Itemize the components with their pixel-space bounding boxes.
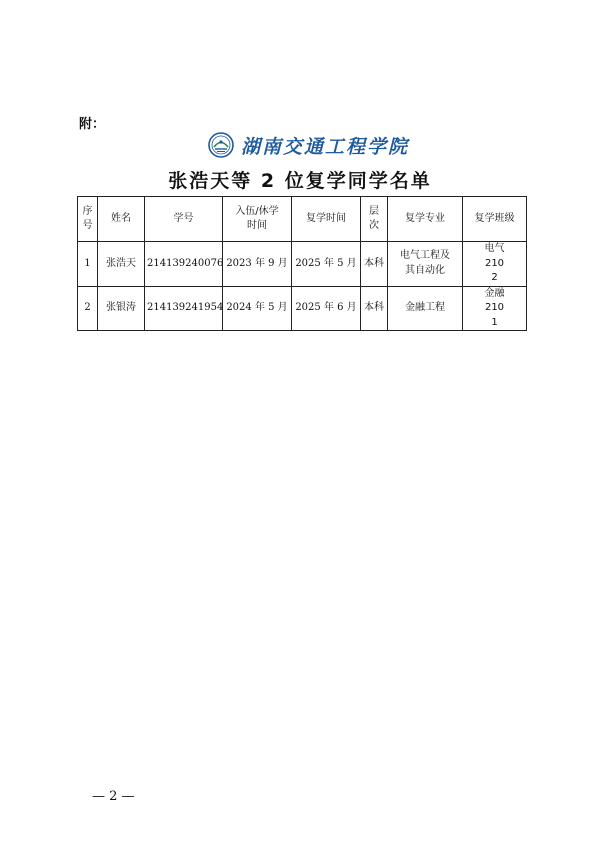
- school-name: 湖南交通工程学院: [241, 135, 410, 158]
- header-level: 层次: [361, 197, 388, 242]
- cell-student-id: 214139240076: [145, 242, 223, 287]
- header-class: 复学班级: [463, 197, 527, 242]
- page-number: — 2 —: [92, 789, 135, 804]
- cell-leave-time: 2023 年 9 月: [223, 242, 292, 287]
- header-name: 姓名: [98, 197, 145, 242]
- cell-class: 电气2102: [463, 242, 527, 287]
- cell-leave-time: 2024 年 5 月: [223, 286, 292, 331]
- cell-major: 电气工程及其自动化: [388, 242, 463, 287]
- school-emblem-icon: [208, 132, 234, 158]
- header-student-id: 学号: [145, 197, 223, 242]
- table-row: [78, 242, 527, 287]
- resumption-roster-table: [77, 196, 527, 331]
- cell-no: 2: [78, 286, 98, 331]
- table-header-row: [78, 197, 527, 242]
- cell-return-time: 2025 年 6 月: [292, 286, 361, 331]
- cell-no: 1: [78, 242, 98, 287]
- cell-name: 张银涛: [98, 286, 145, 331]
- header-leave-time: 入伍/休学时间: [223, 197, 292, 242]
- cell-name: 张浩天: [98, 242, 145, 287]
- cell-major: 金融工程: [388, 286, 463, 331]
- cell-student-id: 214139241954: [145, 286, 223, 331]
- header-major: 复学专业: [388, 197, 463, 242]
- document-title: 张浩天等 2 位复学同学名单: [168, 170, 432, 192]
- header-return-time: 复学时间: [292, 197, 361, 242]
- attachment-label: 附：: [79, 117, 106, 132]
- cell-class: 金融2101: [463, 286, 527, 331]
- header-no: 序号: [78, 197, 98, 242]
- cell-level: 本科: [361, 242, 388, 287]
- cell-level: 本科: [361, 286, 388, 331]
- table-row: [78, 286, 527, 331]
- cell-return-time: 2025 年 5 月: [292, 242, 361, 287]
- school-header: [208, 128, 409, 162]
